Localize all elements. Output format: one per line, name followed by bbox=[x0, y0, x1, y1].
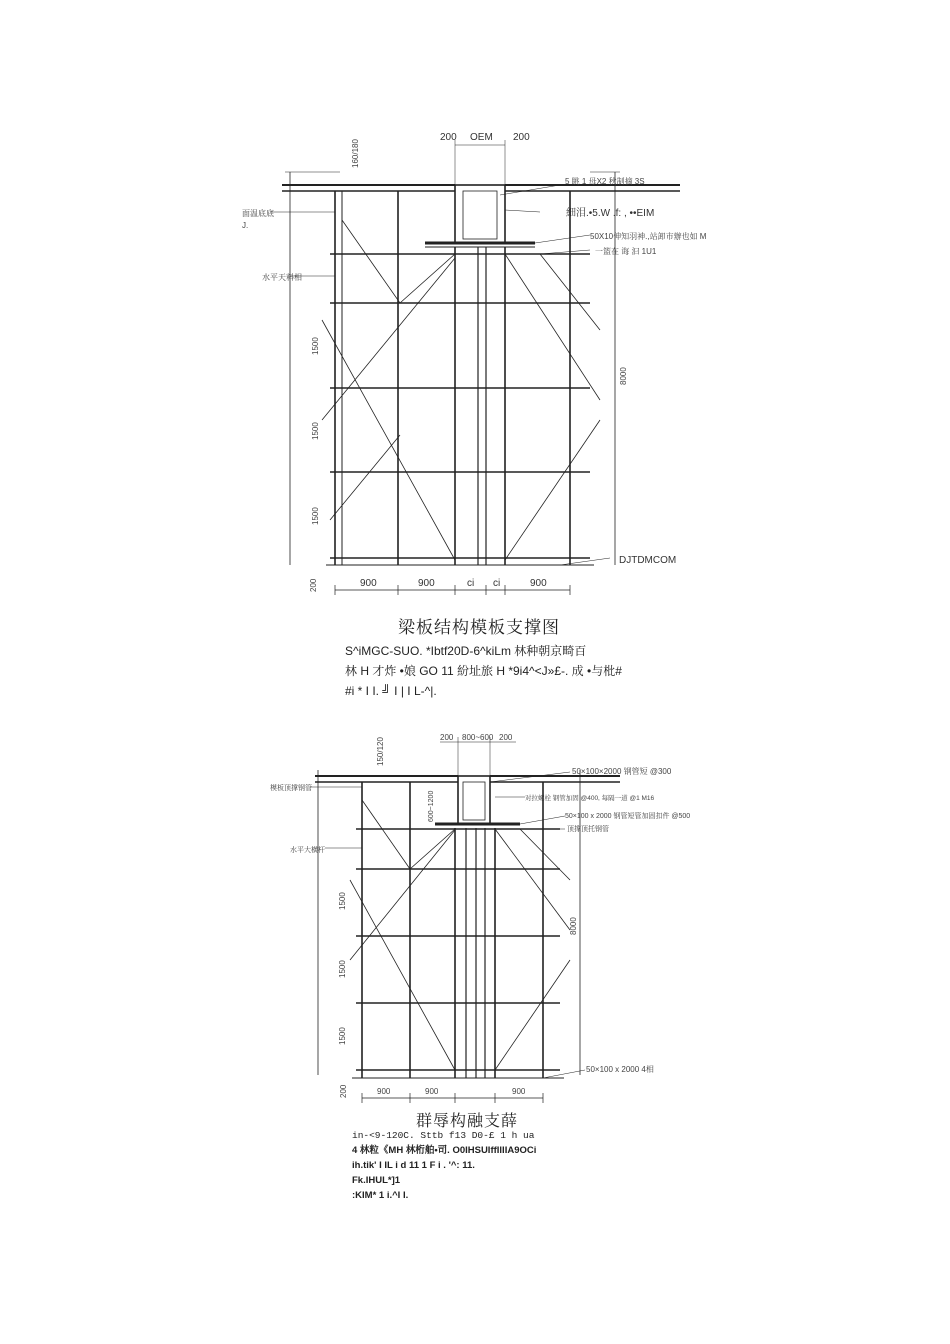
d1-caption-line-3: #i * I I. ╝ I | I L-^|. bbox=[345, 684, 437, 698]
d2-beam-height: 600~1200 bbox=[428, 790, 435, 822]
d2-top-dim-left: 200 bbox=[440, 733, 454, 742]
d1-bottom-dim-4: ci bbox=[493, 578, 501, 589]
d1-top-dim-right: 200 bbox=[513, 132, 530, 143]
diagram-1-caption bbox=[345, 641, 865, 701]
diagram-1-text bbox=[242, 132, 707, 592]
d1-bottom-dim-3: ci bbox=[467, 578, 475, 589]
d2-height-dim-2: 1500 bbox=[338, 960, 347, 978]
d2-caption-line-1: in-<9-120C. Sttb f13 D0-£ 1 h ua bbox=[352, 1130, 535, 1141]
d1-bottom-dim-5: 900 bbox=[530, 578, 547, 589]
diagram-1-title: 梁板结构模板支撑图 bbox=[398, 618, 560, 638]
d2-height-dim-1: 1500 bbox=[338, 892, 347, 910]
d1-height-dim-2: 1500 bbox=[311, 422, 320, 440]
d2-annotation-3: 50×100 x 2000 钢管短管加固扣件 @500 bbox=[565, 813, 691, 820]
d2-left-label-2: 水平大横杆 bbox=[290, 847, 325, 854]
d2-base-dim: 200 bbox=[339, 1084, 348, 1098]
d1-left-label-3: 水平天料相 bbox=[262, 273, 302, 282]
d1-vertical-top-dim: 160/180 bbox=[351, 139, 360, 168]
d2-caption-line-3: ih.tik' I IL i d 11 1 F i . '^: 11. bbox=[352, 1160, 475, 1171]
diagram-2-caption bbox=[352, 1128, 872, 1203]
diagram-2-title: 群辱构融支薛 bbox=[416, 1111, 519, 1130]
d1-top-dim-mid: OEM bbox=[470, 132, 493, 143]
d1-height-dim-3: 1500 bbox=[311, 507, 320, 525]
d1-annotation-2: 細泪.•5.W .f: , ••EIM bbox=[566, 208, 655, 219]
d1-bottom-dim-2: 900 bbox=[418, 578, 435, 589]
d1-caption-line-1: S^iMGC-SUO. *Ibtf20D-6^kiLm 林种朝京畸百 bbox=[345, 644, 587, 658]
d1-height-dim-1: 1500 bbox=[311, 337, 320, 355]
d2-vertical-top-dim: 150/120 bbox=[376, 737, 385, 766]
d1-base-dim: 200 bbox=[309, 578, 318, 592]
d2-top-dim-mid: 800~600 bbox=[462, 733, 494, 742]
d1-annotation-5: DJTDMCOM bbox=[619, 555, 677, 566]
d2-bottom-dim-2: 900 bbox=[425, 1087, 439, 1096]
d2-caption-line-5: :KIM* 1 i.^I I. bbox=[352, 1190, 409, 1201]
d1-total-height: 8000 bbox=[619, 367, 628, 385]
d1-bottom-dim-1: 900 bbox=[360, 578, 377, 589]
d1-annotation-3: 50X10伸知羽神.,站卸市辦也如 M bbox=[590, 232, 707, 241]
d2-bottom-dim-3: 900 bbox=[512, 1087, 526, 1096]
d2-total-height: 8000 bbox=[569, 917, 578, 935]
d1-annotation-4: 一篮在 诲 汩 1U1 bbox=[595, 247, 657, 256]
d2-height-dim-3: 1500 bbox=[338, 1027, 347, 1045]
diagram-2-text bbox=[270, 733, 690, 1098]
d1-top-dim-left: 200 bbox=[440, 132, 457, 143]
d2-bottom-dim-1: 900 bbox=[377, 1087, 391, 1096]
d1-left-label-1: 面温底底 bbox=[242, 209, 274, 218]
d1-left-label-2: J. bbox=[242, 221, 249, 230]
d2-annotation-4: 顶撑顶托钢管 bbox=[567, 826, 609, 833]
d2-annotation-5: 50×100 x 2000 4相 bbox=[586, 1065, 654, 1074]
d1-caption-line-2: 林 H 才炸 •娘 GO 11 紛址旅 H *9i4^<J»£-. 成 •与枇# bbox=[345, 664, 622, 678]
d2-top-dim-right: 200 bbox=[499, 733, 513, 742]
d2-annotation-1: 50×100×2000 钢管短 @300 bbox=[572, 767, 672, 776]
d2-left-label-1: 模板顶撑钢管 bbox=[270, 785, 312, 792]
d2-annotation-2: 对拉螺栓 钢管加固 @400, 每隔一道 @1 M16 bbox=[525, 795, 655, 802]
d1-annotation-1: 5 眺 1 母X2 秋制摘 3S bbox=[565, 177, 645, 186]
d2-caption-line-4: Fk.IHUL*]1 bbox=[352, 1175, 401, 1186]
d2-caption-line-2: 4 林粒《MH 林桁舶•司. O0IHSUIffIlIIA9OCi bbox=[352, 1145, 537, 1156]
